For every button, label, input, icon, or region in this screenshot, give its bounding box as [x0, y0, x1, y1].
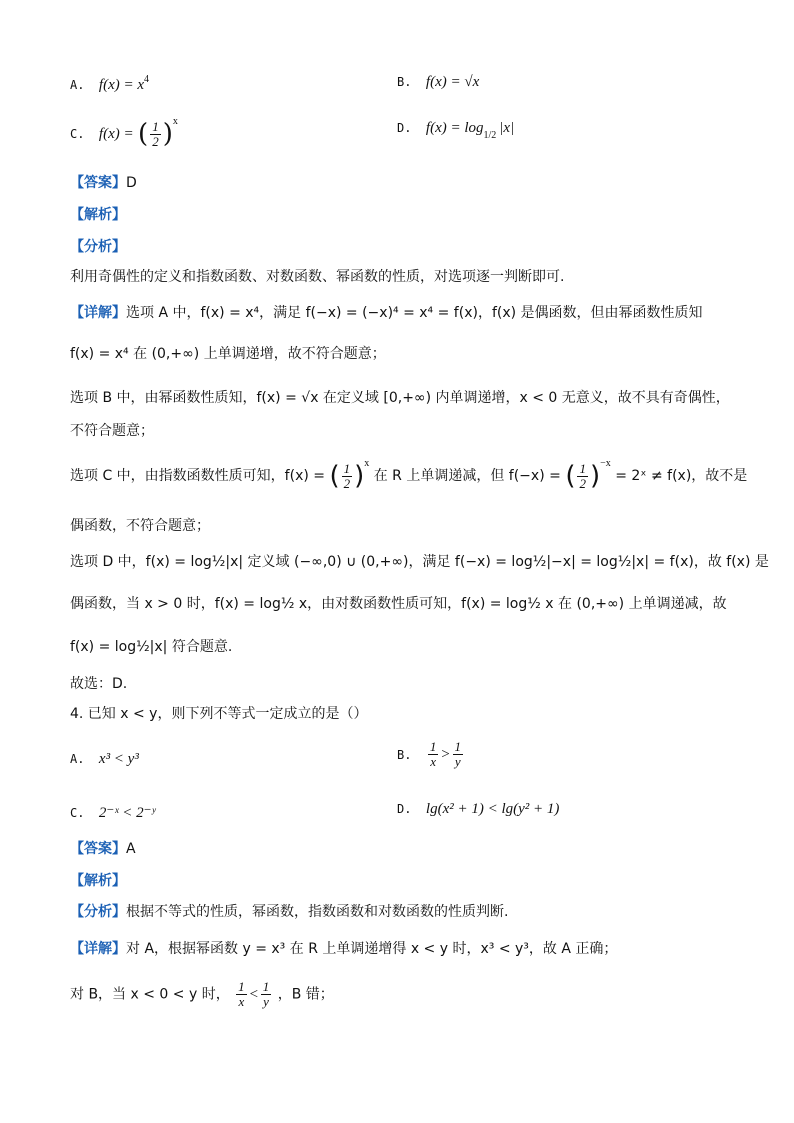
frac-denominator: 2: [152, 133, 159, 149]
detail-line-8: 偶函数，当 x > 0 时，f(x) = log½ x，由对数函数性质可知，f(x) = log½ x 在 (0,+∞) 上单调递减，故: [70, 596, 727, 612]
jiexi-tag: 【解析】: [70, 207, 126, 223]
frac-numerator: 1: [429, 739, 437, 754]
option-d-arg: |x|: [499, 120, 515, 136]
detail-line-7: 选项 D 中，f(x) = log½|x| 定义域 (−∞,0) ∪ (0,+∞)，满足 f(−x) = log½|−x| = log½|x| = f(x)，故 f(x) 是: [70, 554, 769, 570]
frac-denominator: x: [430, 754, 437, 769]
detail-text: 选项 A 中，f(x) = x⁴，满足 f(−x) = (−x)⁴ = x⁴ = f(x)，f(x) 是偶函数，但由幂函数性质知: [126, 305, 703, 321]
option-c-expr: f(x) =: [98, 126, 134, 142]
detail-line-3: 选项 B 中，由幂函数性质知，f(x) = √x 在定义域 [0,+∞) 内单调递增，x < 0 无意义，故不具有奇偶性，: [70, 390, 730, 406]
fenxi-line: [70, 236, 724, 256]
q4-jiexi-line: [70, 870, 724, 890]
option-label: A.: [70, 78, 85, 92]
detail-text: 对 B，当 x < 0 < y 时，: [70, 986, 230, 1003]
frac-numerator: 1: [152, 118, 159, 134]
detail-line-2: f(x) = x⁴ 在 (0,+∞) 上单调递增，故不符合题意；: [70, 346, 386, 362]
q4-option-c-expr: 2⁻ˣ < 2⁻ʸ: [98, 805, 156, 821]
option-label: D.: [397, 121, 412, 135]
option-d-expr: f(x) = log: [425, 120, 484, 136]
fenxi-tag: 【分析】: [70, 239, 126, 255]
q4-detail-line-1: [70, 938, 724, 958]
q4-option-b: [397, 740, 465, 769]
detail-text: 选项 C 中，由指数函数性质可知，f(x) =: [70, 468, 325, 484]
answer-tag: 【答案】: [70, 175, 126, 191]
xiangjie-tag: 【详解】: [70, 305, 126, 321]
q4-option-c: [70, 803, 155, 822]
option-label: A.: [70, 752, 85, 766]
xiangjie-tag: 【详解】: [70, 941, 126, 957]
option-b-expr: f(x) = √x: [425, 74, 480, 90]
jiexi-tag: 【解析】: [70, 873, 126, 889]
question-4-stem: 4. 已知 x < y，则下列不等式一定成立的是（）: [70, 706, 368, 722]
detail-line-4: 不符合题意；: [70, 423, 154, 439]
option-b: [397, 74, 479, 91]
fenxi-tag: 【分析】: [70, 904, 126, 920]
q4-option-b-op: >: [440, 746, 451, 763]
answer-value: D: [126, 175, 137, 191]
answer-line: [70, 172, 724, 192]
option-c: C. f(x) = ( $\frac{1}{2}$ )$^x$: [70, 116, 178, 149]
option-label: C.: [70, 806, 85, 820]
detail-text: 在 R 上单调递减，但 f(−x) =: [373, 468, 561, 484]
jiexi-line: [70, 204, 724, 224]
option-a-expr: f(x) = x: [98, 77, 145, 93]
detail-line-1: [70, 302, 724, 322]
option-label: D.: [397, 802, 412, 816]
q4-detail-line-2: 对 B，当 x < 0 < y 时， $\frac{1}{x}$ < $\frac{1}{y}$ ，B 错；: [70, 979, 334, 1009]
q4-answer-line: [70, 838, 724, 858]
frac-numerator: 1: [454, 739, 462, 754]
option-d-base: 1/2: [483, 130, 497, 141]
answer-value: A: [126, 841, 136, 857]
q4-option-d: [397, 801, 559, 818]
detail-text: ，B 错；: [277, 986, 334, 1003]
option-d: [397, 120, 514, 141]
option-a: [70, 74, 149, 94]
option-c-exponent: x: [172, 116, 178, 127]
option-a-exponent: 4: [144, 74, 150, 85]
detail-line-9: f(x) = log½|x| 符合题意.: [70, 639, 233, 655]
fenxi-text: 根据不等式的性质，幂函数，指数函数和对数函数的性质判断.: [126, 904, 509, 920]
option-label: C.: [70, 127, 85, 141]
option-label: B.: [397, 75, 412, 89]
detail-line-6: 偶函数，不符合题意；: [70, 518, 210, 534]
detail-text: 对 A，根据幂函数 y = x³ 在 R 上单调递增得 x < y 时，x³ < y³，故 A 正确；: [126, 941, 618, 957]
q4-option-d-expr: lg(x² + 1) < lg(y² + 1): [425, 801, 560, 817]
frac-denominator: y: [454, 754, 461, 769]
choose-line: 故选：D.: [70, 676, 128, 692]
detail-text: = 2ˣ ≠ f(x)，故不是: [615, 468, 748, 484]
detail-line-5: 选项 C 中，由指数函数性质可知，f(x) = ( $\frac{1}{2}$ )$^x$ 在 R 上单调递减，但 f(−x) = ( $\frac{1}{2}$ )$^{-x}$ = 2ˣ ≠ f(x)，故不是: [70, 458, 748, 491]
option-label: B.: [397, 747, 412, 762]
q4-option-a: [70, 751, 139, 768]
q4-fenxi-line: [70, 901, 724, 921]
answer-tag: 【答案】: [70, 841, 126, 857]
fenxi-text: 利用奇偶性的定义和指数函数、对数函数、幂函数的性质，对选项逐一判断即可.: [70, 269, 565, 285]
q4-option-a-expr: x³ < y³: [98, 751, 139, 767]
